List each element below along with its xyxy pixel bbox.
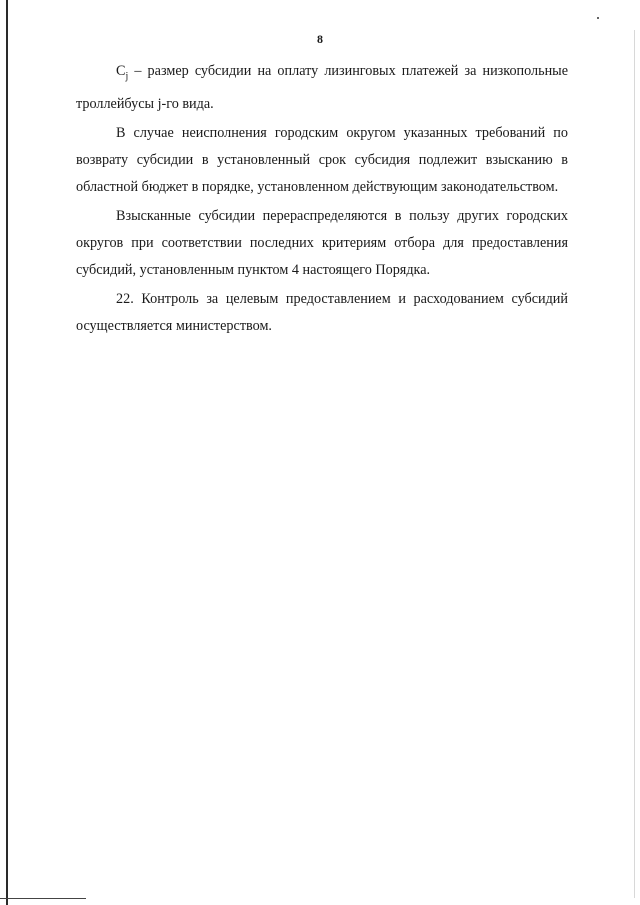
formula-definition-text: – размер субсидии на оплату лизинговых платежей за низкопольные троллейбусы j-го вида. [76,63,569,112]
scan-speck [597,17,599,19]
formula-variable-definition [76,58,568,117]
paragraph-control-clause: 22. Контроль за целевым предоставлением и расходованием субсидий осуществляется министерством. [76,291,568,335]
page-number: 8 [317,32,323,46]
document-body [76,58,568,343]
scan-edge-left [6,0,8,905]
scan-edge-bottom [0,898,86,899]
paragraph-subsidy-recovery: В случае неисполнения городским округом указанных требований по возврату субсидии в установленный срок субсидия подлежит взысканию в областной бюджет в порядке, установленном действующим законодательством. [76,125,568,195]
formula-symbol: C [116,63,126,79]
formula-subscript: j [125,70,129,82]
scan-edge-right [634,30,635,898]
paragraph-subsidy-redistribution: Взысканные субсидии перераспределяются в пользу других городских округов при соответствии последних критериям отбора для предоставления субсидий, установленным пунктом 4 настоящего Порядка. [76,208,568,278]
formula-variable [116,63,129,82]
